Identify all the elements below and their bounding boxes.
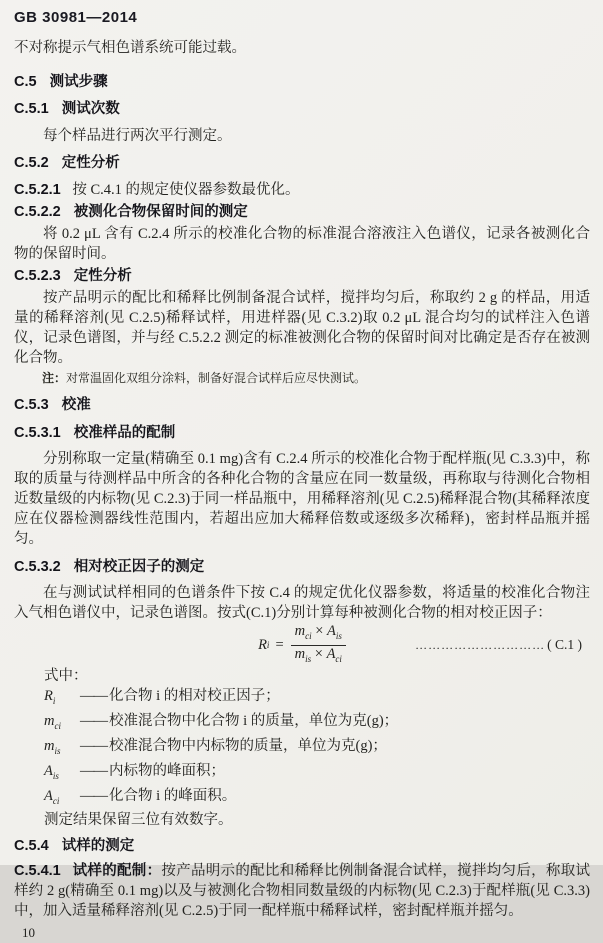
heading-c5-3-1-number: C.5.3.1 — [14, 425, 61, 441]
heading-c5-3-2-title: 相对校正因子的测定 — [73, 559, 205, 575]
heading-c5-2-2-number: C.5.2.2 — [14, 204, 61, 220]
formula-number-text: ( C.1 ) — [547, 637, 582, 652]
multiply-sign: × — [314, 645, 323, 662]
heading-c5 — [14, 72, 590, 92]
heading-c5-3-2 — [14, 557, 590, 577]
definition-dash: —— — [80, 787, 107, 804]
definition-item-mci — [44, 711, 590, 736]
definition-desc: 内标物的峰面积； — [109, 762, 225, 779]
heading-c5-1-number: C.5.1 — [14, 101, 49, 117]
heading-c5-3-number: C.5.3 — [14, 397, 49, 413]
definition-item-mis — [44, 736, 590, 761]
heading-c5-2 — [14, 153, 590, 173]
definition-desc: 校准混合物中化合物 i 的质量，单位为克(g)； — [109, 712, 399, 729]
clause-c5-4-1-number: C.5.4.1 — [14, 863, 61, 880]
heading-c5-3-2-number: C.5.3.2 — [14, 559, 61, 575]
note-label: 注： — [42, 371, 67, 385]
formula-lhs: R — [258, 637, 267, 653]
definition-term: $A_{ci}$ — [44, 787, 60, 806]
heading-c5-2-3-title: 定性分析 — [73, 268, 132, 284]
heading-c5-3-1 — [14, 423, 590, 443]
heading-c5-2-number: C.5.2 — [14, 155, 49, 171]
formula-number — [415, 635, 582, 655]
clause-c5-2-1-text: 按 C.4.1 的规定使仪器参数最优化。 — [72, 182, 300, 198]
definition-desc: 化合物 i 的相对校正因子； — [109, 688, 280, 704]
heading-c5-1-title: 测试次数 — [61, 101, 120, 117]
heading-c5-4 — [14, 836, 590, 856]
definition-term: $m_{ci}$ — [44, 712, 61, 731]
heading-c5-1 — [14, 99, 590, 119]
heading-c5-title: 测试步骤 — [49, 74, 108, 90]
clause-c5-4-1-runin-title: 试样的配制： — [72, 863, 162, 880]
paragraph-c5-2-3: 按产品明示的配比和稀释比例制备混合试样，搅拌均匀后，称取约 2 g 的样品，用适量的稀释溶剂(见 C.2.5)稀释试样，用进样器(见 C.3.2)取 0.2 μL 混合均匀的试样注入色谱仪，记录色谱图，并与经 C.5.2.2 测定的标准被测化合物的保留时间对比确定是否存在被测化合物。 — [14, 290, 590, 366]
note-text: 对常温固化双组分涂料，制备好混合试样后应尽快测试。 — [66, 371, 367, 385]
intro-paragraph: 不对称提示气相色谱系统可能过载。 — [14, 40, 246, 56]
dotted-leader: ………………………… — [415, 638, 546, 652]
definition-dash: —— — [80, 688, 107, 704]
heading-c5-2-title: 定性分析 — [61, 155, 120, 171]
heading-c5-2-3-number: C.5.2.3 — [14, 268, 61, 284]
formula-expression: R i = $\frac{m_{ci} \times A_{is}}{m_{is} \times A_{ci}}$ — [14, 626, 590, 664]
heading-c5-4-title: 试样的测定 — [61, 838, 135, 855]
clause-c5-2-1 — [14, 180, 590, 200]
definition-term: $m_{is}$ — [44, 737, 61, 756]
significant-figures-note: 测定结果保留三位有效数字。 — [44, 812, 233, 829]
definition-item-aci — [44, 786, 590, 811]
clause-c5-4-1-text: 按产品明示的配比和稀释比例制备混合试样，搅拌均匀后，称取试样约 2 g(精确至 0.1 mg)以及与被测化合物相同数量级的内标物(见 C.2.3)于配样瓶(见 C.3.3)中，加入适量稀释溶剂(见 C.2.5)于同一配样瓶中稀释试样，密封配样瓶并摇匀。 — [14, 863, 590, 920]
definition-dash: —— — [80, 762, 107, 779]
paragraph-c5-2-2: 将 0.2 μL 含有 C.2.4 所示的校准化合物的标准混合溶液注入色谱仪，记录各被测化合物的保留时间。 — [14, 226, 590, 262]
definition-item-ri — [44, 686, 590, 711]
definition-term: $R_i$ — [44, 688, 56, 706]
heading-c5-3-title: 校准 — [61, 397, 91, 413]
heading-c5-3-1-title: 校准样品的配制 — [73, 425, 176, 441]
definition-dash: —— — [80, 737, 107, 754]
multiply-sign: × — [315, 622, 324, 639]
heading-c5-4-number: C.5.4 — [14, 838, 49, 855]
heading-c5-number: C.5 — [14, 74, 37, 90]
note-line — [42, 371, 590, 386]
fraction-numerator: $m_{ci} \times A_{is}$ — [291, 624, 346, 646]
where-label: 式中： — [44, 668, 88, 684]
definition-desc: 化合物 i 的峰面积。 — [109, 787, 237, 804]
definition-term: $A_{is}$ — [44, 762, 59, 781]
formula-fraction — [291, 624, 346, 667]
paragraph-c5-3-1: 分别称取一定量(精确至 0.1 mg)含有 C.2.4 所示的校准化合物于配样瓶(见 C.3.3)中，称取的质量与待测样品中所含的各种化合物的含量应在同一数量级，再称取与待测化合物相近数量级的内标物(见 C.2.3)于同一样品瓶中，用稀释溶剂(见 C.2.5)稀释混合物(其稀释浓度应在仪器检测器线性范围内，若超出应加大稀释倍数或逐级多次稀释)，密封样品瓶并摇匀。 — [14, 451, 590, 547]
heading-c5-3 — [14, 395, 590, 415]
clause-c5-2-1-number: C.5.2.1 — [14, 182, 61, 198]
standard-number-header: GB 30981—2014 — [14, 9, 138, 26]
clause-c5-4-1 — [14, 861, 590, 921]
paragraph-c5-1: 每个样品进行两次平行测定。 — [43, 128, 232, 144]
heading-c5-2-3 — [14, 266, 590, 286]
formula-c1 — [14, 622, 590, 664]
paragraph-c5-3-2: 在与测试试样相同的色谱条件下按 C.4 的规定优化仪器参数，将适量的校准化合物注入气相色谱仪中，记录色谱图。按式(C.1)分别计算每种被测化合物的相对校正因子： — [14, 585, 590, 621]
definition-item-ais — [44, 761, 590, 786]
heading-c5-2-2 — [14, 202, 590, 222]
heading-c5-2-2-title: 被测化合物保留时间的测定 — [73, 204, 248, 220]
fraction-denominator: $m_{is} \times A_{ci}$ — [294, 645, 342, 664]
page-number: 10 — [22, 925, 35, 941]
definition-dash: —— — [80, 712, 107, 729]
definition-desc: 校准混合物中内标物的质量，单位为克(g)； — [109, 737, 387, 754]
equals-sign: = — [275, 637, 284, 653]
